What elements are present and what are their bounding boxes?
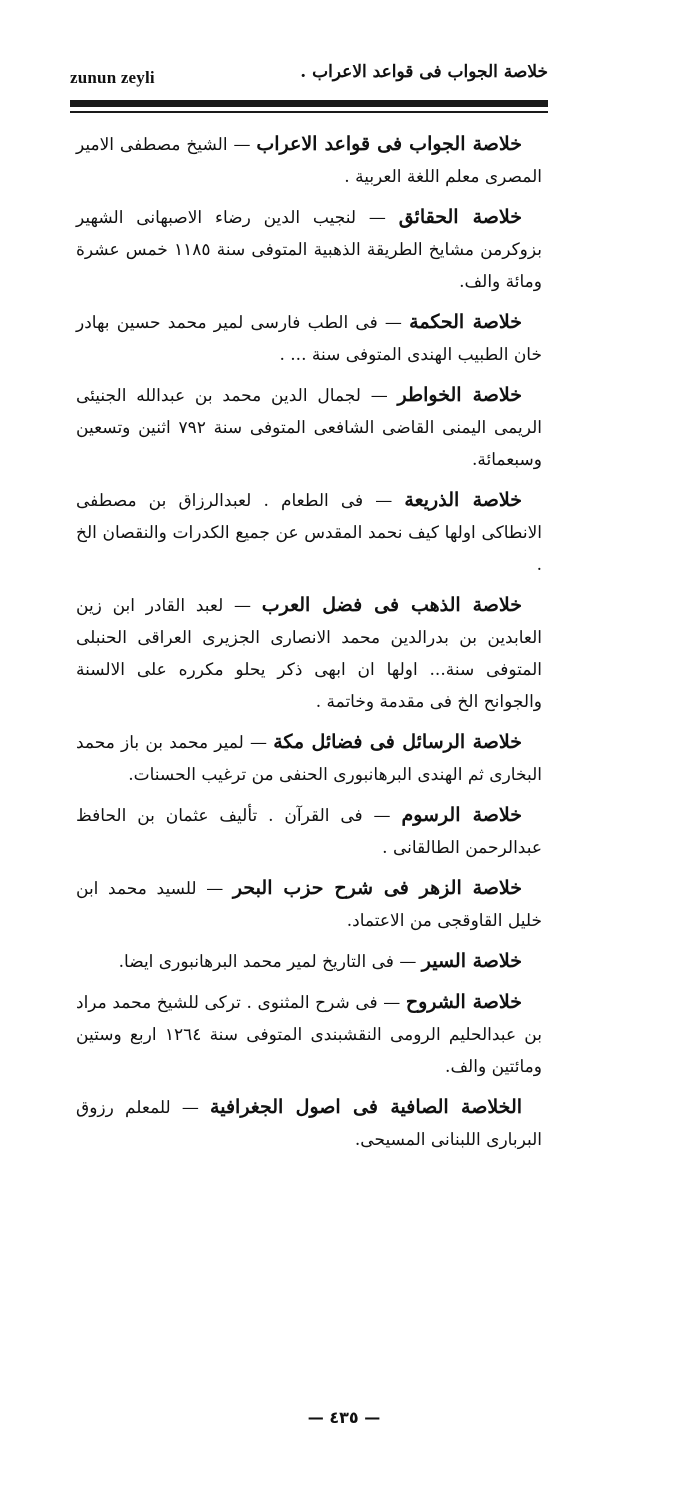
entry — [76, 379, 542, 476]
entry-body: — الشيخ مصطفى الامير المصرى معلم اللغة العربية . — [76, 135, 542, 187]
entry — [76, 306, 542, 371]
entry-body: — لمير محمد بن باز محمد البخارى ثم الهندى البرهانبورى الحنفى من ترغيب الحسنات. — [76, 733, 542, 785]
entry-title: خلاصة الشروح — [405, 991, 522, 1013]
entry-body: — فى الطعام . لعبدالرزاق بن مصطفى الانطاكى اولها كيف نحمد المقدس عن جميع الكدرات والنقصان الخ . — [76, 491, 542, 575]
entry-title: خلاصة الحكمة — [409, 311, 523, 333]
entry-title: الخلاصة الصافية فى اصول الجغرافية — [210, 1096, 523, 1118]
entry — [76, 201, 542, 298]
running-header-right: خلاصة الجواب فى قواعد الاعراب . — [300, 62, 548, 82]
entry-body: — للسيد محمد ابن خليل القاوقجى من الاعتماد. — [76, 879, 542, 931]
entry-body: — فى شرح المثنوى . تركى للشيخ محمد مراد بن عبدالحليم الرومى النقشبندى المتوفى سنة ١٢٦٤ اربع وستين ومائتين والف. — [76, 993, 542, 1077]
entry — [76, 726, 542, 791]
header-rule-thin — [70, 111, 548, 113]
entry-body: — للمعلم رزوق البربارى اللبنانى المسيحى. — [76, 1098, 542, 1150]
entry-title: خلاصة الذهب فى فضل العرب — [261, 594, 522, 616]
entry-title: خلاصة الرسوم — [401, 804, 522, 826]
entry-title: خلاصة الرسائل فى فضائل مكة — [273, 731, 522, 753]
entry-title: خلاصة الحقائق — [398, 206, 522, 228]
entry — [76, 945, 542, 978]
page-number: — ٤٣٥ — — [307, 1408, 381, 1427]
entry-title: خلاصة السير — [421, 950, 522, 972]
entry-title: خلاصة الذريعة — [404, 489, 523, 511]
entry — [76, 872, 542, 937]
entry-body: — فى الطب فارسى لمير محمد حسين بهادر خان الطبيب الهندى المتوفى سنة ... . — [76, 313, 542, 365]
entry-title: خلاصة الخواطر — [397, 384, 522, 406]
entry — [76, 589, 542, 718]
entry — [76, 484, 542, 581]
entry — [76, 986, 542, 1083]
entry-body: — فى القرآن . تأليف عثمان بن الحافظ عبدالرحمن الطالقانى . — [76, 806, 542, 858]
entry-body: — لنجيب الدين رضاء الاصبهانى الشهير بزوكرمن مشايخ الطريقة الذهبية المتوفى سنة ١١٨٥ خمس عشرة ومائة والف. — [76, 208, 543, 292]
running-header-left: zunun zeyli — [70, 68, 155, 87]
header-rule-thick — [70, 100, 548, 107]
entry-body: — لعبد القادر ابن زين العابدين بن بدرالدين محمد الانصارى الجزيرى العراقى الحنبلى المتوفى سنة... اولها ان ابهى ذكر يحلو مكرره على الالسنة والجوانح الخ فى مقدمة وخاتمة . — [76, 596, 542, 712]
entries-list — [76, 128, 542, 1164]
entry-body: — فى التاريخ لمير محمد البرهانبورى ايضا. — [118, 952, 417, 972]
entry — [76, 128, 542, 193]
entry-title: خلاصة الزهر فى شرح حزب البحر — [232, 877, 523, 899]
entry — [76, 799, 542, 864]
entry-body: — لجمال الدين محمد بن عبدالله الجنيئى الريمى اليمنى القاضى الشافعى المتوفى سنة ٧٩٢ اثنين وتسعين وسبعمائة. — [76, 386, 542, 470]
entry-title: خلاصة الجواب فى قواعد الاعراب — [256, 133, 523, 155]
entry — [76, 1091, 542, 1156]
